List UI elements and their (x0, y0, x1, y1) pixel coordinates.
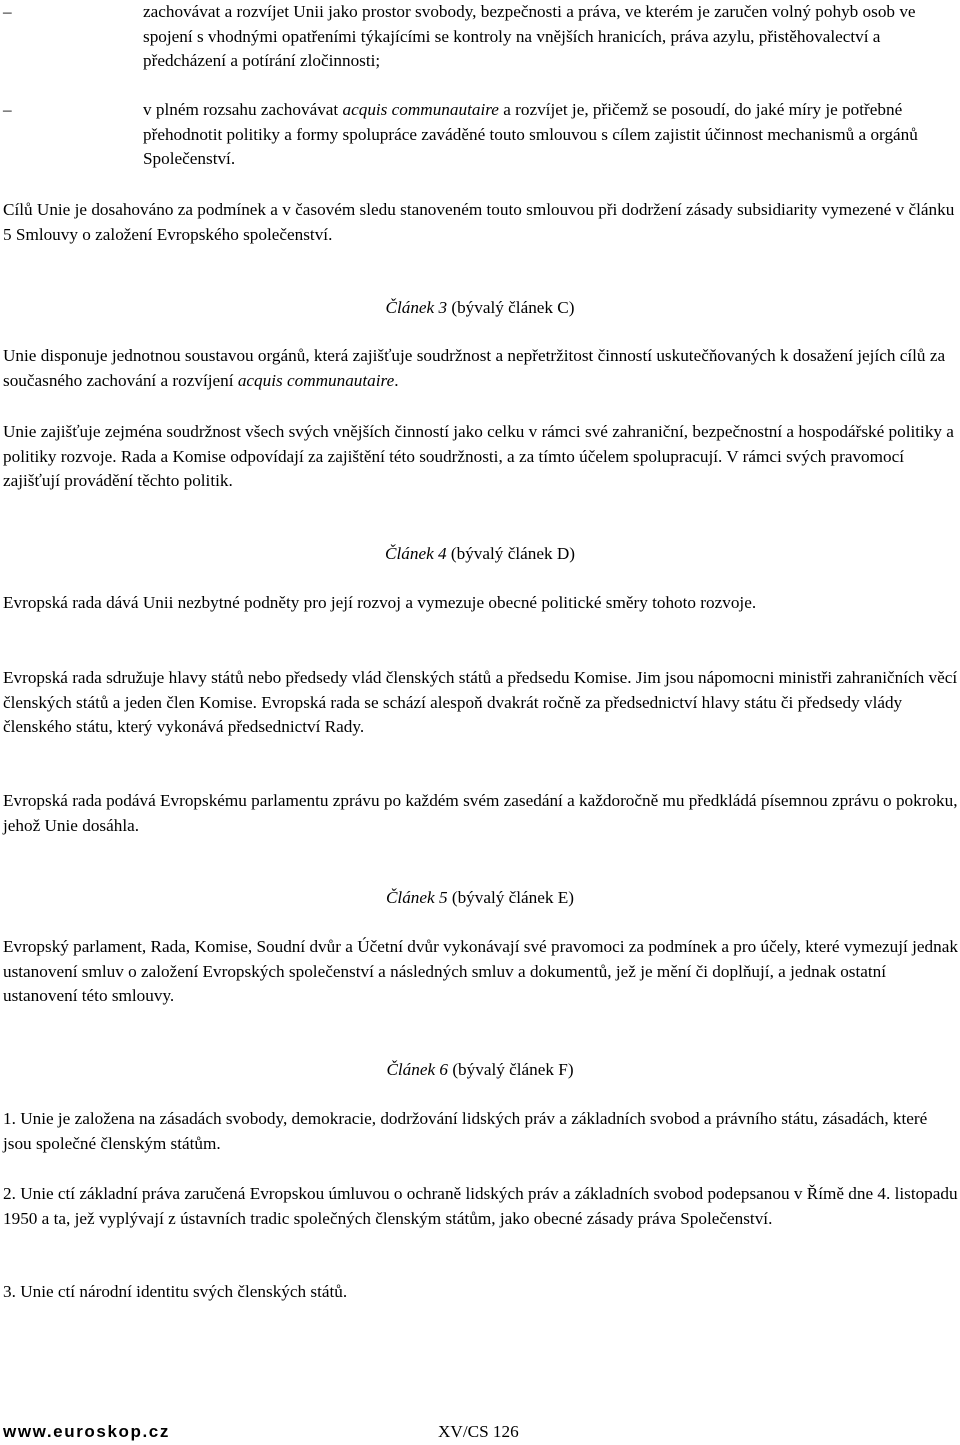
footer-page-ref: XV/CS 126 (438, 1422, 519, 1441)
paragraph: Unie zajišťuje zejména soudržnost všech svých vnějších činností jako celku v rámci své zahraniční, bezpečnostní a hospodářské politiky a politiky rozvoje. Rada a Komise odpovídají za zajištění této soudržnosti, a za tímto účelem spolupracují. V rámci svých pravomocí zajišťují provádění těchto politik. (3, 422, 954, 491)
paragraph (3, 344, 958, 393)
paragraph: Evropský parlament, Rada, Komise, Soudní dvůr a Účetní dvůr vykonávají své pravomoci za podmínek a pro účely, které vymezují jednak ustanovení smluv o založení Evropských společenství a následných smluv a dokumentů, jež je mění či doplňují, a jednak ostatní ustanovení této smlouvy. (3, 937, 958, 1006)
list-item-text: zachovávat a rozvíjet Unii jako prostor svobody, bezpečnosti a práva, ve kterém je zaručen volný pohyb osob ve spojení s vhodnými opatřeními týkajícími se kontroly na vnějších hranicích, práva azylu, přistěhovalectví a předcházení a potírání zločinnosti; (143, 2, 916, 71)
paragraph-text: Unie disponuje jednotnou soustavou orgánů, která zajišťuje soudržnost a nepřetržitost činností uskutečňovaných k dosažení jejích cílů za současného zachování a rozvíjení (3, 346, 946, 390)
article-former: (bývalý článek C) (447, 298, 575, 317)
article-title: Článek 6 (386, 1060, 449, 1079)
list-item-text (143, 98, 955, 172)
list-item (0, 0, 955, 74)
list-dash: – (3, 2, 12, 21)
paragraph-text: . (394, 370, 399, 390)
numbered-paragraph: 3. Unie ctí národní identitu svých členských států. (3, 1282, 348, 1301)
numbered-paragraph: 1. Unie je založena na zásadách svobody, demokracie, dodržování lidských práv a základních svobod a právního státu, zásadách, které jsou společné členským státům. (3, 1109, 928, 1153)
list-item-text-part: a rozvíjet je, přičemž se posoudí, do jaké míry je potřebné přehodnotit politiky a formy spolupráce zaváděné touto smlouvou s cílem zajistit účinnost mechanismů a orgánů Společenství. (143, 100, 918, 169)
article-former: (bývalý článek F) (448, 1060, 574, 1079)
article-heading (0, 296, 960, 321)
article-heading (0, 886, 960, 911)
article-heading (0, 1058, 960, 1083)
article-former: (bývalý článek E) (447, 888, 575, 907)
article-title: Článek 3 (385, 298, 448, 317)
paragraph: Evropská rada dává Unii nezbytné podněty pro její rozvoj a vymezuje obecné politické směry tohoto rozvoje. (3, 593, 757, 612)
article-heading (0, 542, 960, 567)
list-item (0, 98, 955, 172)
footer-website: www.euroskop.cz (3, 1422, 170, 1441)
article-title: Článek 4 (385, 544, 447, 563)
paragraph: Evropská rada podává Evropskému parlamentu zprávu po každém svém zasedání a každoročně mu předkládá písemnou zprávu o pokroku, jehož Unie dosáhla. (3, 791, 958, 835)
list-item-text-part: v plném rozsahu zachovávat (143, 100, 343, 119)
paragraph-aims: Cílů Unie je dosahováno za podmínek a v časovém sledu stanoveném touto smlouvou při dodržení zásady subsidiarity vymezené v článku 5 Smlouvy o založení Evropského společenství. (3, 200, 955, 244)
article-title: Článek 5 (385, 888, 448, 907)
acquis-term: acquis communautaire (342, 100, 499, 119)
acquis-term: acquis communautaire (237, 370, 395, 390)
article-former: (bývalý článek D) (446, 544, 575, 563)
paragraph: Evropská rada sdružuje hlavy států nebo předsedy vlád členských států a předsedu Komise. Jim jsou nápomocni ministři zahraničních věcí členských států a jeden člen Komise. Evropská rada se schází alespoň dvakrát ročně za předsednictví hlavy státu či předsedy vlády členského státu, který vykonává předsednictví Rady. (3, 668, 958, 737)
numbered-paragraph: 2. Unie ctí základní práva zaručená Evropskou úmluvou o ochraně lidských práv a základních svobod podepsanou v Římě dne 4. listopadu 1950 a ta, jež vyplývají z ústavních tradic společných členským státům, jako obecné zásady práva Společenství. (3, 1184, 958, 1228)
list-dash: – (3, 100, 12, 119)
